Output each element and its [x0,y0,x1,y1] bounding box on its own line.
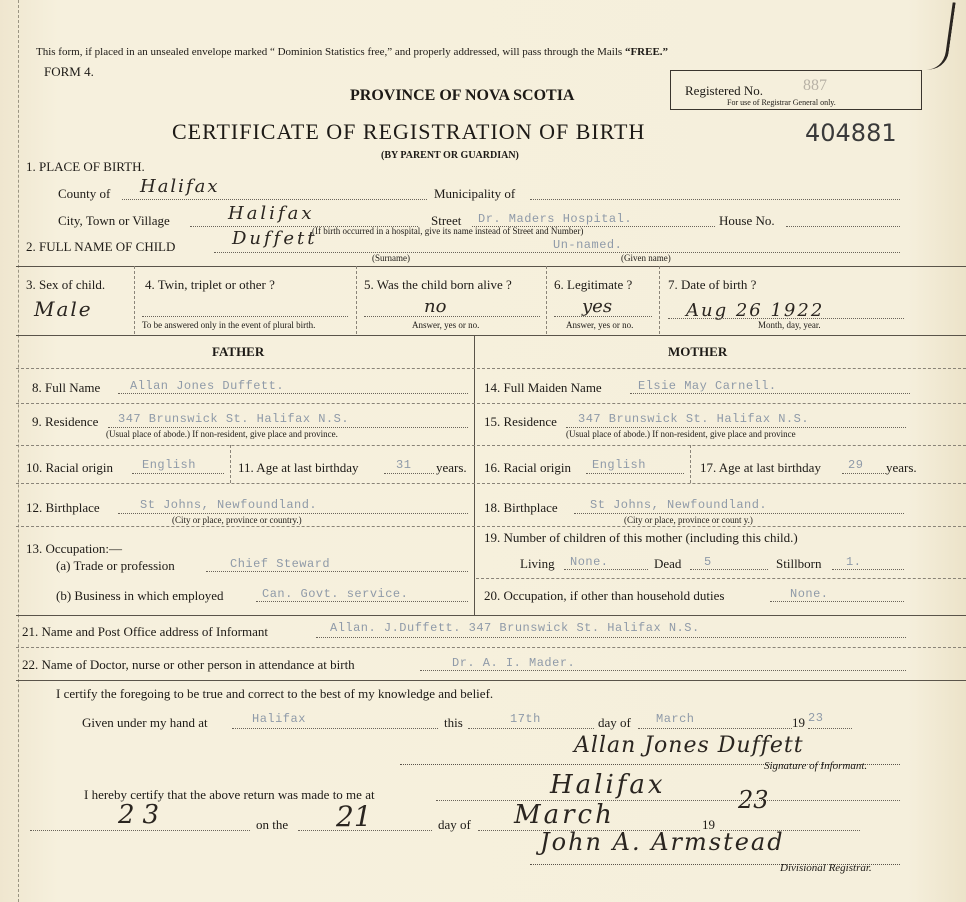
living-label: Living [520,556,555,571]
father-residence-caption-b: If non-resident, give place and province. [192,429,338,439]
sex-value: Male [34,297,93,321]
father-residence-caption-a: (Usual place of abode.) [106,429,190,439]
father-age-value: 31 [396,458,412,472]
on-the-label: on the [256,817,289,832]
street-value: Dr. Maders Hospital. [478,212,633,226]
street-note: (If birth occurred in a hospital, give its name instead of Street and Number) [312,226,584,236]
mother-occupation-label: 20. Occupation, if other than household duties [484,588,725,603]
informant-label: 21. Name and Post Office address of Informant [22,624,268,639]
dead-value: 5 [704,555,712,569]
father-racial-value: English [142,458,196,472]
registrar-year-suffix: 23 [738,786,769,814]
registrar-signature-caption: Divisional Registrar. [780,862,872,874]
father-residence-value: 347 Brunswick St. Halifax N.S. [118,412,350,426]
municipality-label: Municipality of [434,186,516,201]
place-of-birth-heading: 1. PLACE OF BIRTH. [26,159,145,174]
father-birthplace-value: St Johns, Newfoundland. [140,498,318,512]
mother-residence-caption [566,429,796,439]
registrar-year-prefix: 19 [702,817,715,832]
mailing-notice [36,46,668,58]
mother-residence-caption-a: (Usual place of abode.) [566,429,650,439]
dob-label: 7. Date of birth ? [668,277,757,292]
notice-text: This form, if placed in an unsealed envelope marked “ Dominion Statistics free,” and properly addressed, will pass through the Mails [36,46,625,58]
mother-age-label: 17. Age at last birthday [700,460,821,475]
perforated-margin [0,0,19,902]
alive-label: 5. Was the child born alive ? [364,277,512,292]
mother-racial-value: English [592,458,646,472]
stillborn-label: Stillborn [776,556,822,571]
county-value: Halifax [140,176,220,197]
registered-label: Registered No. [685,83,763,98]
mother-residence-label: 15. Residence [484,414,557,429]
day-of-value: March [656,712,695,726]
business-label: (b) Business in which employed [56,588,224,603]
child-name-label: 2. FULL NAME OF CHILD [26,239,176,254]
mother-racial-label: 16. Racial origin [484,460,572,475]
mother-age-value: 29 [848,458,864,472]
father-age-label: 11. Age at last birthday [238,460,359,475]
stillborn-value: 1. [846,555,862,569]
this-label: this [444,715,463,730]
registered-box [670,70,922,110]
father-occupation-label: 13. Occupation:— [26,541,123,556]
year-suffix: 23 [808,711,824,725]
alive-value: no [424,296,447,317]
trade-label: (a) Trade or profession [56,558,175,573]
day-of-label: day of [598,715,631,730]
mother-birthplace-caption: (City or place, province or count y.) [624,515,753,525]
mother-birthplace-label: 18. Birthplace [484,500,558,515]
informant-value: Allan. J.Duffett. 347 Brunswick St. Halifax N.S. [330,621,700,635]
registrar-signature: John A. Armstead [540,828,785,856]
children-label: 19. Number of children of this mother (including this child.) [484,530,798,545]
father-residence-label: 9. Residence [32,414,99,429]
father-heading: FATHER [212,344,265,359]
father-name-value: Allan Jones Duffett. [130,379,285,393]
form-number: FORM 4. [44,64,94,79]
business-value: Can. Govt. service. [262,587,409,601]
dob-value: Aug 26 1922 [686,300,825,321]
pen-mark [913,0,955,72]
registered-note: For use of Registrar General only. [727,98,836,107]
given-place-value: Halifax [252,712,306,726]
mother-heading: MOTHER [668,344,728,359]
legitimate-label: 6. Legitimate ? [554,277,633,292]
certificate-number: 404881 [805,119,897,147]
province-heading: PROVINCE OF NOVA SCOTIA [350,87,575,104]
father-birthplace-label: 12. Birthplace [26,500,100,515]
house-label: House No. [719,213,775,228]
informant-signature: Allan Jones Duffett [574,733,804,758]
city-label: City, Town or Village [58,213,170,228]
father-racial-label: 10. Racial origin [26,460,114,475]
father-years: years. [436,460,467,475]
mother-birthplace-value: St Johns, Newfoundland. [590,498,768,512]
mother-occupation-value: None. [790,587,829,601]
alive-note: Answer, yes or no. [412,320,480,330]
father-name-label: 8. Full Name [32,380,101,395]
registrar-place: Halifax [550,770,666,800]
on-the-value: 21 [336,800,372,833]
doctor-label: 22. Name of Doctor, nurse or other person in attendance at birth [22,657,355,672]
street-label: Street [431,213,462,228]
certify-statement: I certify the foregoing to be true and correct to the best of my knowledge and belief. [56,686,494,701]
child-surname-value: Duffett [232,228,318,249]
informant-signature-caption: Signature of Informant. [764,760,868,772]
surname-caption: (Surname) [372,253,410,263]
dead-label: Dead [654,556,682,571]
registrar-left-mark: 23 [118,800,168,830]
mother-years: years. [886,460,917,475]
doctor-value: Dr. A. I. Mader. [452,656,576,670]
father-residence-caption [106,429,338,439]
certificate-title: CERTIFICATE OF REGISTRATION OF BIRTH [172,119,646,144]
trade-value: Chief Steward [230,557,331,571]
notice-free: “FREE.” [624,46,669,58]
county-label: County of [58,186,111,201]
mother-name-label: 14. Full Maiden Name [484,380,602,395]
dob-note: Month, day, year. [758,320,821,330]
child-given-value: Un-named. [553,238,623,252]
twin-label: 4. Twin, triplet or other ? [145,277,275,292]
mother-residence-caption-b: If non-resident, give place and province [652,429,796,439]
given-caption: (Given name) [621,253,671,263]
father-birthplace-caption: (City or place, province or country.) [172,515,302,525]
twin-note: To be answered only in the event of plural birth. [142,320,316,330]
this-value: 17th [510,712,541,726]
sex-label: 3. Sex of child. [26,277,106,292]
given-under-label: Given under my hand at [82,715,208,730]
legitimate-note: Answer, yes or no. [566,320,634,330]
registered-value: 887 [803,77,827,94]
year-prefix: 19 [792,715,805,730]
registrar-month: March [514,800,615,830]
legitimate-value: yes [582,296,613,317]
registrar-statement: I hereby certify that the above return was made to me at [84,787,375,802]
city-value: Halifax [228,203,315,224]
mother-name-value: Elsie May Carnell. [638,379,777,393]
registrar-day-of-label: day of [438,817,471,832]
certificate-subtitle: (BY PARENT OR GUARDIAN) [381,150,519,161]
living-value: None. [570,555,609,569]
mother-residence-value: 347 Brunswick St. Halifax N.S. [578,412,810,426]
